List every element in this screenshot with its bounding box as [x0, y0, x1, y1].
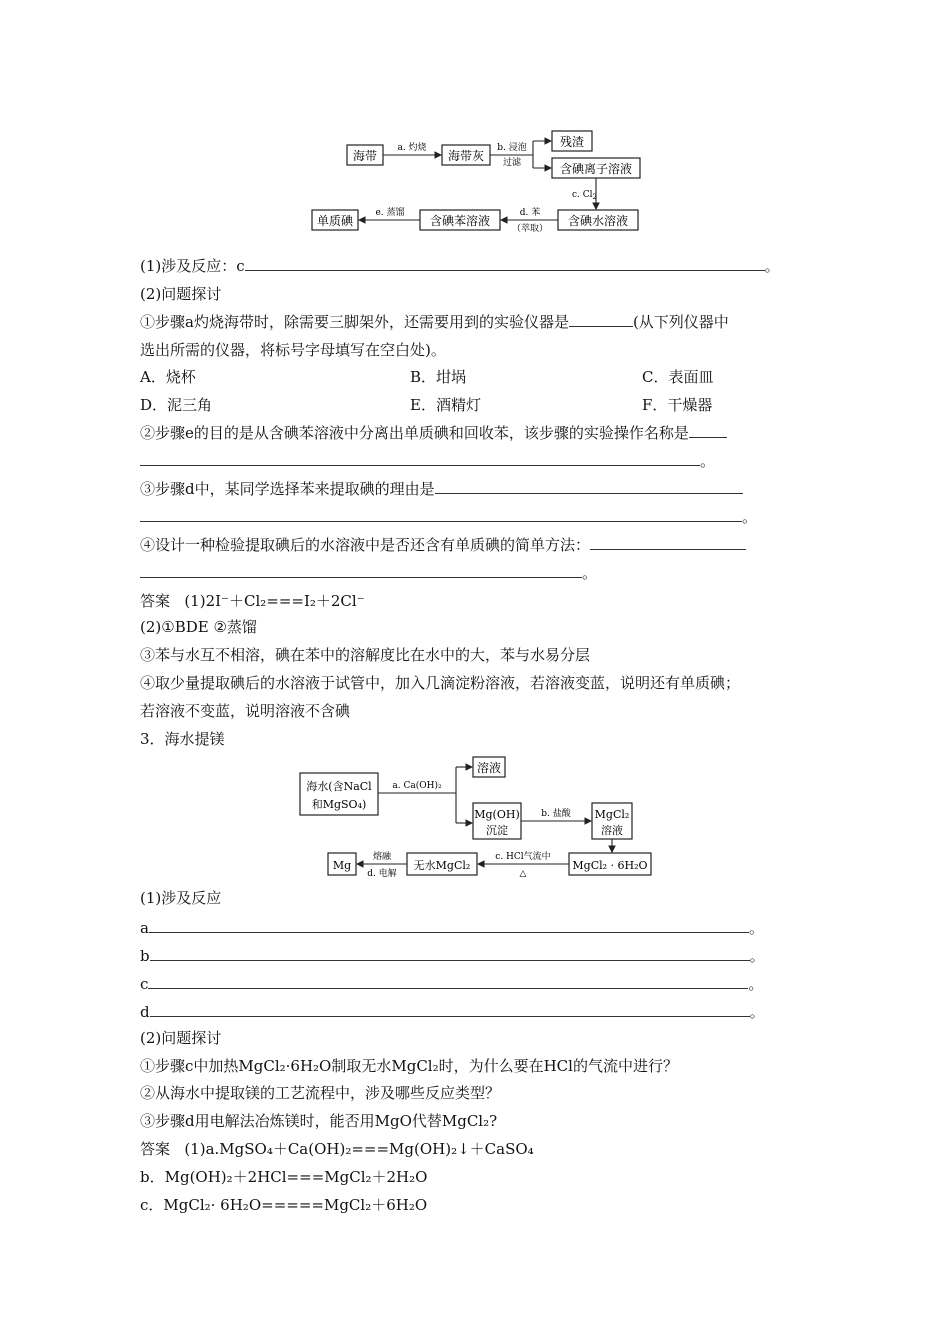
label-mgoh-2: 沉淀 [486, 824, 508, 837]
label-step-a: a. 灼烧 [397, 143, 427, 153]
p2-q2-heading: (2)问题探讨 [140, 1029, 222, 1047]
label-hanjishui: 含碘水溶液 [567, 214, 629, 228]
p2-reaction-a: a 。 [140, 919, 764, 937]
label-haishui-1: 海水(含NaCl [306, 780, 372, 793]
option-e: E．酒精灯 [410, 396, 481, 414]
p1-answer-3: ③苯与水互不相溶，碘在苯中的溶解度比在水中的大，苯与水易分层 [140, 646, 591, 664]
answer-blank[interactable] [590, 535, 746, 550]
p1-q2-3: ③步骤d中，某同学选择苯来提取碘的理由是 [140, 479, 743, 499]
p2-q2-1: ①步骤c中加热MgCl₂·6H₂O制取无水MgCl₂时，为什么要在HCl的气流中进行？ [140, 1057, 678, 1075]
label-step-b1: b. 浸泡 [497, 143, 527, 153]
label-mgcl2-2: 溶液 [601, 824, 623, 837]
answer-blank[interactable] [435, 479, 743, 494]
p1-answer-1: 答案 (1)2I⁻＋Cl₂===I₂＋2Cl⁻ [140, 592, 365, 610]
label-haishui-2: 和MgSO₄) [311, 798, 367, 811]
p1-q2-heading: (2)问题探讨 [140, 285, 222, 303]
seawater-magnesium-flow-diagram [295, 755, 665, 880]
p2-answer-b: b．Mg(OH)₂＋2HCl===MgCl₂＋2H₂O [140, 1168, 428, 1186]
option-c: C．表面皿 [642, 368, 714, 386]
option-b: B．坩埚 [410, 368, 467, 386]
answer-blank[interactable] [150, 946, 750, 961]
label-step-c-heat: △ [519, 869, 527, 879]
label-hanjilizi: 含碘离子溶液 [559, 162, 633, 176]
p1-q1: (1)涉及反应：c 。 [140, 257, 780, 275]
label-haidai: 海带 [352, 149, 378, 163]
label-danzhidian: 单质碘 [316, 214, 354, 228]
label-step-d2: （萃取） [511, 224, 549, 234]
p1-answer-2: (2)①BDE ②蒸馏 [140, 618, 257, 636]
label-mg: Mg [332, 859, 352, 872]
p1-q2-2: ②步骤e的目的是从含碘苯溶液中分离出单质碘和回收苯，该步骤的实验操作名称是 [140, 423, 727, 443]
answer-blank[interactable] [150, 1002, 750, 1017]
answer-blank[interactable] [140, 507, 742, 522]
label-step-b2: 过滤 [502, 158, 522, 168]
label-mgoh-1: Mg(OH) [474, 808, 520, 821]
p1-answer-4-cont: 若溶液不变蓝，说明溶液不含碘 [140, 702, 351, 720]
label-step-e: e. 蒸馏 [375, 208, 405, 218]
p1-q2-3-cont: 。 [140, 507, 757, 527]
p1-answer-4: ④取少量提取碘后的水溶液于试管中，加入几滴淀粉溶液，若溶液变蓝，说明还有单质碘； [140, 674, 741, 692]
label-step-b: b. 盐酸 [541, 809, 571, 819]
answer-blank[interactable] [569, 312, 633, 327]
answer-blank[interactable] [245, 256, 765, 271]
option-d: D．泥三角 [140, 396, 213, 414]
p2-q1-heading: (1)涉及反应 [140, 889, 222, 907]
label-step-a: a. Ca(OH)₂ [392, 781, 442, 791]
p2-reaction-b: b 。 [140, 947, 765, 965]
p2-q2-3: ③步骤d用电解法冶炼镁时，能否用MgO代替MgCl₂? [140, 1112, 498, 1130]
label-anhydrous: 无水MgCl₂ [413, 859, 471, 872]
p1-q2-4: ④设计一种检验提取碘后的水溶液中是否还含有单质碘的简单方法： [140, 535, 746, 555]
label-canzha: 残渣 [559, 135, 585, 149]
p1-q2-1-cont: 选出所需的仪器，将标号字母填写在空白处)。 [140, 341, 446, 359]
p1-q2-2-cont: 。 [140, 451, 715, 471]
label-hanjiben: 含碘苯溶液 [429, 214, 491, 228]
answer-blank[interactable] [140, 451, 700, 466]
p2-answer-a: 答案 (1)a.MgSO₄＋Ca(OH)₂===Mg(OH)₂↓＋CaSO₄ [140, 1140, 534, 1158]
p2-q2-2: ②从海水中提取镁的工艺流程中，涉及哪些反应类型？ [140, 1084, 501, 1102]
option-f: F．干燥器 [642, 396, 713, 414]
answer-blank[interactable] [148, 974, 748, 989]
kelp-iodine-flow-diagram [300, 125, 660, 237]
answer-blank[interactable] [689, 423, 727, 438]
label-rongye: 溶液 [476, 761, 502, 775]
label-step-d2: d. 电解 [367, 869, 397, 879]
p2-answer-c: c．MgCl₂· 6H₂O=====MgCl₂＋6H₂O [140, 1196, 428, 1214]
answer-blank[interactable] [140, 563, 582, 578]
option-a: A．烧杯 [140, 368, 196, 386]
p2-reaction-d: d 。 [140, 1003, 765, 1021]
answer-blank[interactable] [149, 918, 749, 933]
label-step-d1: d. 苯 [519, 208, 541, 218]
p2-reaction-c: c 。 [140, 975, 764, 993]
section-title: 3．海水提镁 [140, 730, 225, 748]
p1-q2-4-cont: 。 [140, 563, 597, 583]
label-step-d1: 熔融 [372, 852, 392, 862]
label-hydrate: MgCl₂ · 6H₂O [572, 859, 648, 872]
label-step-c: c. HCl气流中 [495, 852, 551, 862]
label-haidaihui: 海带灰 [447, 149, 485, 163]
label-mgcl2-1: MgCl₂ [594, 808, 630, 821]
p1-q2-1: ①步骤a灼烧海带时，除需要三脚架外，还需要用到的实验仪器是 (从下列仪器中 [140, 313, 729, 331]
label-step-c: c. $Cl_2$ [572, 190, 597, 201]
